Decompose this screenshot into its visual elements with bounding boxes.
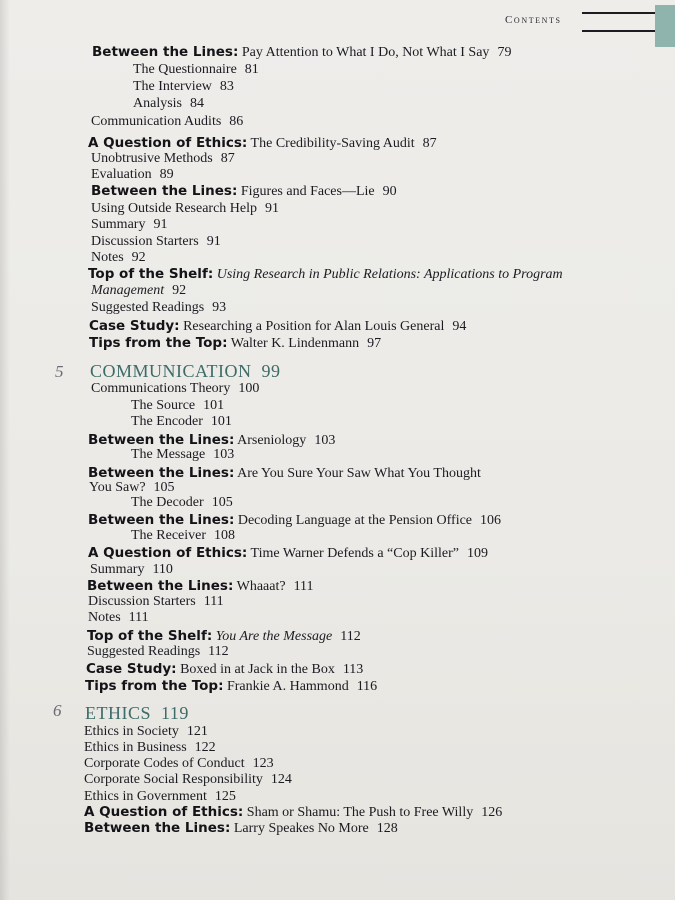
- chapter-heading[interactable]: [90, 361, 281, 382]
- toc-feature-entry[interactable]: [88, 512, 501, 529]
- entry-page-number: 100: [238, 381, 260, 396]
- toc-entry[interactable]: [89, 480, 175, 496]
- toc-entry[interactable]: [84, 756, 274, 772]
- entry-page-number: 106: [480, 513, 502, 528]
- feature-label: Top of the Shelf:: [87, 628, 213, 644]
- entry-title: Communications Theory: [91, 381, 231, 396]
- chapter-number: 6: [53, 701, 62, 720]
- entry-page-number: 111: [293, 579, 314, 594]
- feature-label: Case Study:: [89, 318, 180, 334]
- entry-page-number: 87: [422, 136, 437, 151]
- toc-feature-entry[interactable]: [84, 804, 502, 821]
- toc-entry[interactable]: [91, 201, 279, 217]
- entry-title: Unobtrusive Methods: [91, 151, 213, 166]
- toc-subentry[interactable]: [131, 495, 233, 511]
- entry-page-number: 92: [172, 283, 187, 298]
- entry-page-number: 103: [213, 447, 235, 462]
- entry-title: Using Outside Research Help: [91, 201, 258, 216]
- entry-page-number: 87: [220, 151, 235, 166]
- entry-title: Discussion Starters: [91, 234, 199, 249]
- toc-feature-entry[interactable]: [91, 183, 397, 200]
- entry-title: The Message: [131, 447, 206, 462]
- running-head: Contents: [505, 14, 562, 26]
- entry-title: Ethics in Government: [84, 789, 207, 804]
- entry-title: Notes: [91, 250, 124, 265]
- entry-page-number: 108: [214, 528, 236, 543]
- entry-title: Larry Speakes No More: [233, 821, 369, 836]
- entry-page-number: 83: [219, 79, 234, 94]
- entry-title: The Interview: [133, 79, 212, 94]
- toc-entry[interactable]: [87, 644, 229, 660]
- toc-subentry[interactable]: [131, 447, 234, 463]
- entry-title: Discussion Starters: [88, 594, 196, 609]
- toc-entry[interactable]: [84, 740, 216, 756]
- toc-feature-entry[interactable]: [89, 318, 466, 335]
- entry-title: Suggested Readings: [87, 644, 201, 659]
- toc-entry[interactable]: [91, 151, 235, 167]
- toc-entry[interactable]: [91, 114, 243, 130]
- toc-entry[interactable]: [91, 217, 167, 233]
- entry-page-number: 103: [314, 433, 336, 448]
- entry-page-number: 90: [382, 184, 397, 199]
- feature-label: Between the Lines:: [88, 465, 235, 481]
- toc-subentry[interactable]: [131, 398, 224, 414]
- toc-entry[interactable]: [88, 594, 224, 610]
- entry-title: Evaluation: [91, 167, 152, 182]
- toc-entry[interactable]: [91, 300, 226, 316]
- toc-entry[interactable]: [91, 234, 221, 250]
- toc-subentry[interactable]: [133, 62, 259, 78]
- entry-page-number: 97: [367, 336, 382, 351]
- entry-title: You Saw?: [89, 480, 146, 495]
- entry-page-number: 124: [270, 772, 292, 787]
- chapter-heading[interactable]: [85, 703, 189, 724]
- chapter-title: COMMUNICATION: [90, 361, 252, 381]
- toc-feature-entry[interactable]: [86, 661, 363, 678]
- entry-page-number: 81: [244, 62, 259, 77]
- entry-page-number: 116: [356, 679, 378, 694]
- chapter-number: 5: [55, 362, 64, 381]
- entry-page-number: 128: [376, 821, 398, 836]
- header-rule-top: [582, 12, 657, 14]
- feature-label: Case Study:: [86, 661, 177, 677]
- entry-page-number: 126: [481, 805, 503, 820]
- entry-page-number: 123: [252, 756, 274, 771]
- feature-label: Tips from the Top:: [89, 335, 228, 351]
- chapter-page-number: 119: [161, 703, 189, 723]
- toc-feature-entry[interactable]: [92, 44, 511, 61]
- entry-title: Suggested Readings: [91, 300, 205, 315]
- entry-title: You Are the Message: [215, 629, 333, 644]
- toc-subentry[interactable]: [131, 528, 235, 544]
- entry-title: Ethics in Society: [84, 724, 179, 739]
- toc-entry[interactable]: [84, 789, 236, 805]
- entry-page-number: 93: [212, 300, 227, 315]
- entry-page-number: 112: [340, 629, 361, 644]
- entry-title: Figures and Faces—Lie: [240, 184, 375, 199]
- entry-page-number: 91: [265, 201, 280, 216]
- entry-page-number: 121: [186, 724, 208, 739]
- entry-page-number: 113: [342, 662, 364, 677]
- entry-page-number: 84: [190, 96, 204, 111]
- entry-title: Management: [91, 283, 165, 298]
- entry-page-number: 94: [452, 319, 467, 334]
- entry-title: The Questionnaire: [133, 62, 237, 77]
- entry-title: Summary: [91, 217, 146, 232]
- entry-page-number: 86: [229, 114, 244, 129]
- toc-entry[interactable]: [91, 381, 259, 397]
- entry-page-number: 92: [131, 250, 146, 265]
- entry-title: The Receiver: [131, 528, 207, 543]
- entry-page-number: 125: [214, 789, 236, 804]
- entry-title: Notes: [88, 610, 121, 625]
- toc-entry[interactable]: [91, 283, 186, 299]
- feature-label: Between the Lines:: [84, 820, 231, 836]
- entry-title: The Source: [131, 398, 196, 413]
- entry-title: Corporate Codes of Conduct: [84, 756, 245, 771]
- entry-page-number: 111: [128, 610, 149, 625]
- feature-label: Between the Lines:: [87, 578, 234, 594]
- toc-feature-entry[interactable]: [84, 820, 398, 837]
- entry-title: The Credibility-Saving Audit: [250, 136, 415, 151]
- entry-title: Sham or Shamu: The Push to Free Willy: [246, 805, 474, 820]
- entry-page-number: 91: [206, 234, 221, 249]
- feature-label: Between the Lines:: [91, 183, 238, 199]
- toc-feature-entry[interactable]: [88, 266, 563, 283]
- chapter-page-number: 99: [261, 361, 281, 381]
- entry-page-number: 89: [159, 167, 174, 182]
- toc-feature-entry[interactable]: [87, 628, 361, 645]
- entry-title: Frankie A. Hammond: [226, 679, 349, 694]
- entry-title: Walter K. Lindenmann: [230, 336, 360, 351]
- entry-title: The Decoder: [131, 495, 204, 510]
- entry-page-number: 101: [210, 414, 232, 429]
- toc-feature-entry[interactable]: [85, 678, 377, 695]
- toc-entry[interactable]: [84, 772, 292, 788]
- entry-page-number: 91: [153, 217, 168, 232]
- toc-subentry[interactable]: [133, 96, 204, 112]
- feature-label: Between the Lines:: [92, 44, 239, 60]
- toc-entry[interactable]: [90, 562, 173, 578]
- entry-title: Arseniology: [237, 433, 307, 448]
- toc-entry[interactable]: [91, 250, 146, 266]
- feature-label: A Question of Ethics:: [84, 804, 244, 820]
- entry-page-number: 112: [208, 644, 229, 659]
- chapter-title: ETHICS: [85, 703, 151, 723]
- entry-title: Corporate Social Responsibility: [84, 772, 263, 787]
- entry-title: Time Warner Defends a “Cop Killer”: [250, 546, 459, 561]
- toc-entry[interactable]: [91, 167, 174, 183]
- feature-label: Tips from the Top:: [85, 678, 224, 694]
- toc-feature-entry[interactable]: [87, 578, 314, 595]
- feature-label: A Question of Ethics:: [88, 135, 248, 151]
- entry-title: Summary: [90, 562, 145, 577]
- entry-title: Ethics in Business: [84, 740, 187, 755]
- entry-page-number: 122: [194, 740, 216, 755]
- entry-page-number: 105: [211, 495, 233, 510]
- feature-label: Between the Lines:: [88, 432, 235, 448]
- toc-subentry[interactable]: [133, 79, 234, 95]
- toc-subentry[interactable]: [131, 414, 232, 430]
- entry-page-number: 105: [153, 480, 175, 495]
- entry-title: Decoding Language at the Pension Office: [237, 513, 473, 528]
- entry-page-number: 79: [497, 45, 512, 60]
- entry-title: Pay Attention to What I Do, Not What I Say: [241, 45, 490, 60]
- entry-title: Whaaat?: [236, 579, 286, 594]
- toc-feature-entry[interactable]: [89, 335, 381, 352]
- entry-title: Analysis: [133, 96, 182, 111]
- entry-title: Are You Sure Your Saw What You Thought: [237, 466, 481, 481]
- entry-page-number: 111: [203, 594, 224, 609]
- entry-title: The Encoder: [131, 414, 203, 429]
- feature-label: Top of the Shelf:: [88, 266, 214, 282]
- entry-title: Researching a Position for Alan Louis General: [183, 319, 445, 334]
- entry-title: Communication Audits: [91, 114, 222, 129]
- toc-entry[interactable]: [88, 610, 149, 626]
- feature-label: Between the Lines:: [88, 512, 235, 528]
- entry-page-number: 110: [152, 562, 173, 577]
- section-tab: [655, 5, 675, 47]
- entry-page-number: 101: [203, 398, 225, 413]
- header-rule-bottom: [582, 30, 657, 32]
- entry-page-number: 109: [466, 546, 488, 561]
- entry-title: Boxed in at Jack in the Box: [180, 662, 335, 677]
- entry-title: Using Research in Public Relations: Applications to Program: [216, 267, 563, 282]
- feature-label: A Question of Ethics:: [88, 545, 248, 561]
- toc-feature-entry[interactable]: [88, 545, 488, 562]
- toc-entry[interactable]: [84, 724, 208, 740]
- spine-shadow: [0, 0, 10, 900]
- toc-feature-entry[interactable]: [88, 135, 437, 152]
